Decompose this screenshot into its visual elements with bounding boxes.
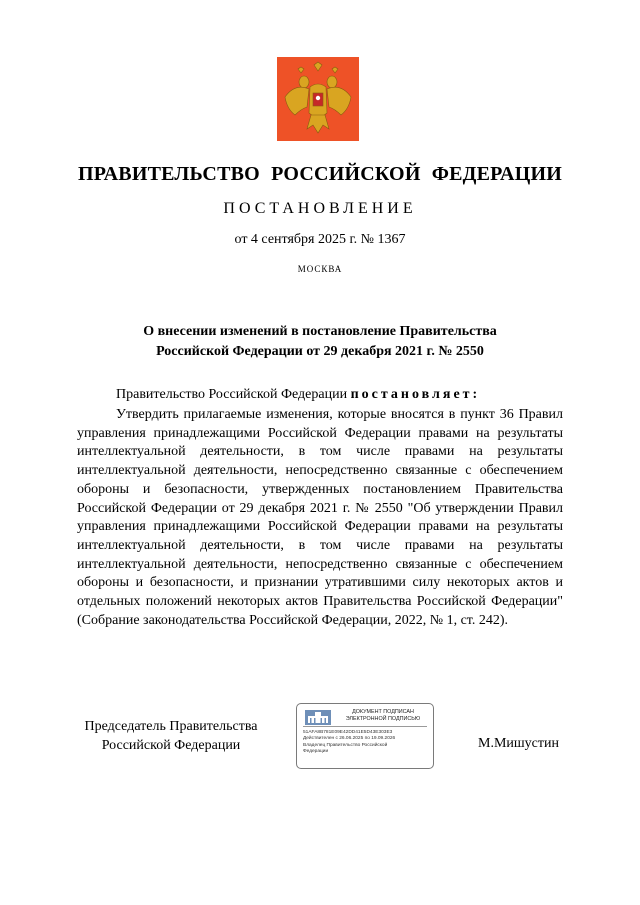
intro-prefix: Правительство Российской Федерации [116, 387, 348, 402]
coat-of-arms-emblem [277, 57, 359, 141]
document-date-number: от 4 сентября 2025 г. № 1367 [234, 232, 406, 247]
stamp-divider [303, 726, 427, 727]
stamp-title-line-1: ДОКУМЕНТ ПОДПИСАН [352, 709, 414, 715]
stamp-certificate: 51AFA8B781E09E42DD41E5D43E303E3 [303, 730, 393, 735]
government-building-icon [305, 710, 331, 725]
signer-position-line-2: Российской Федерации [101, 738, 241, 753]
stamp-owner-line-2: Федерации [303, 749, 329, 755]
signer-position-line-1: Председатель Правительства [84, 719, 258, 734]
subject-line-1: О внесении изменений в постановление Правительства [143, 324, 497, 339]
stamp-validity: Действителен с 26.06.2025 по 19.09.2026 [303, 736, 396, 742]
document-type: ПОСТАНОВЛЕНИЕ [223, 200, 417, 217]
resolution-intro [116, 387, 480, 403]
signer-name: М.Мишустин [478, 736, 559, 751]
resolution-paragraph: Утвердить прилагаемые изменения, которые вносятся в пункт 36 Правил управления принадлежащими Российской Федерации правами на результаты интеллектуальной деятельности, в том числе правами на результаты интеллектуальной деятельности, непосредственно связанные с обеспечением обороны и безопасности, утвержденных постановлением Правительства Российской Федерации от 29 декабря 2021 г. № 2550 "Об утверждении Правил управления принадлежащими Российской Федерации правами на результаты интеллектуальной деятельности, в том числе правами на результаты интеллектуальной деятельности, непосредственно связанные с обеспечением обороны и безопасности, и признании утратившими силу некоторых актов и отдельных положений некоторых актов Правительства Российской Федерации" (Собрание законодательства Российской Федерации, 2022, № 1, ст. 242). [77, 407, 563, 628]
stamp-title-line-2: ЭЛЕКТРОННОЙ ПОДПИСЬЮ [345, 716, 421, 722]
stamp-details [303, 730, 395, 756]
double-headed-eagle-icon [277, 57, 359, 141]
signer-position [78, 717, 264, 755]
stamp-owner-line-1: Владелец Правительство Российской [303, 742, 388, 748]
intro-verb: постановляет: [350, 387, 481, 402]
electronic-signature-stamp [296, 703, 434, 769]
document-subject [100, 322, 540, 362]
government-title: ПРАВИТЕЛЬСТВО РОССИЙСКОЙ ФЕДЕРАЦИИ [78, 163, 562, 185]
stamp-title [337, 709, 429, 723]
document-city: МОСКВА [297, 264, 343, 274]
subject-line-2: Российской Федерации от 29 декабря 2021 г. № 2550 [156, 344, 484, 359]
